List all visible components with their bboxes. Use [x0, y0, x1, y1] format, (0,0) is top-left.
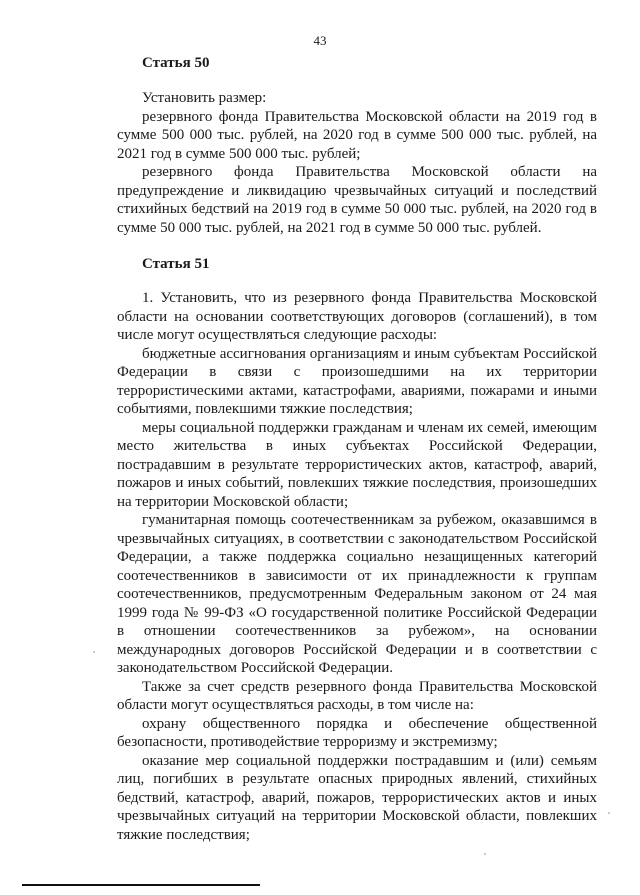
article-50-paragraph: резервного фонда Правительства Московской области на 2019 год в сумме 500 000 тыс. рублей, на 2020 год в сумме 500 000 тыс. рублей, на 2021 год в сумме 500 000 тыс. рублей; — [117, 108, 597, 162]
article-51-heading: Статья 51 — [142, 256, 210, 272]
article-50-heading: Статья 50 — [142, 55, 210, 71]
scan-speck — [93, 651, 95, 653]
scan-speck — [608, 812, 610, 814]
scan-speck — [484, 853, 486, 855]
article-51-paragraph: бюджетные ассигнования организациям и иным субъектам Российской Федерации в связи с произошедшими на их территории террористическими актами, катастрофами, авариями, пожарами и иными событиями, повлекшими тяжкие последствия; — [117, 345, 597, 417]
article-51-paragraph: Также за счет средств резервного фонда Правительства Московской области могут осуществляться расходы, в том числе на: — [117, 678, 597, 713]
page-number: 43 — [313, 33, 327, 48]
article-51-paragraph: меры социальной поддержки гражданам и членам их семей, имеющим место жительства в иных субъектах Российской Федерации, пострадавшим в результате террористических актов, катастроф, аварий, пожаров и иных событий, повлекших тяжкие последствия, произошедших на территории Московской области; — [117, 419, 597, 510]
bottom-rule — [22, 884, 260, 886]
article-51-paragraph: оказание мер социальной поддержки пострадавшим и (или) семьям лиц, погибших в результате опасных природных явлений, стихийных бедствий, катастроф, аварий, пожаров, террористических актов и иных чрезвычайных ситуаций на территории Московской области, повлекших тяжкие последствия; — [117, 752, 597, 843]
article-51-paragraph: охрану общественного порядка и обеспечение общественной безопасности, противодействие терроризму и экстремизму; — [117, 715, 597, 750]
article-51-paragraph: 1. Установить, что из резервного фонда Правительства Московской области на основании соответствующих договоров (соглашений), в том числе могут осуществляться следующие расходы: — [117, 290, 597, 343]
article-50-paragraph: Установить размер: — [142, 90, 267, 106]
article-51-paragraph: гуманитарная помощь соотечественникам за рубежом, оказавшимся в чрезвычайных ситуациях, в соответствии с законодательством Российской Федерации, а также поддержка социально незащищенных категорий соотечественников в зависимости от их принадлежности к группам соотечественников, предусмотренным Федеральным законом от 24 мая 1999 года № 99-ФЗ «О государственной политике Российской Федерации в отношении соотечественников за рубежом», на основании международных договоров Российской Федерации и в соответствии с законодательством Российской Федерации. — [117, 512, 597, 676]
article-50-paragraph: резервного фонда Правительства Московской области на предупреждение и ликвидацию чрезвычайных ситуаций и последствий стихийных бедствий на 2019 год в сумме 50 000 тыс. рублей, на 2020 год в сумме 50 000 тыс. рублей, на 2021 год в сумме 50 000 тыс. рублей. — [117, 164, 597, 236]
document-body — [117, 52, 597, 844]
